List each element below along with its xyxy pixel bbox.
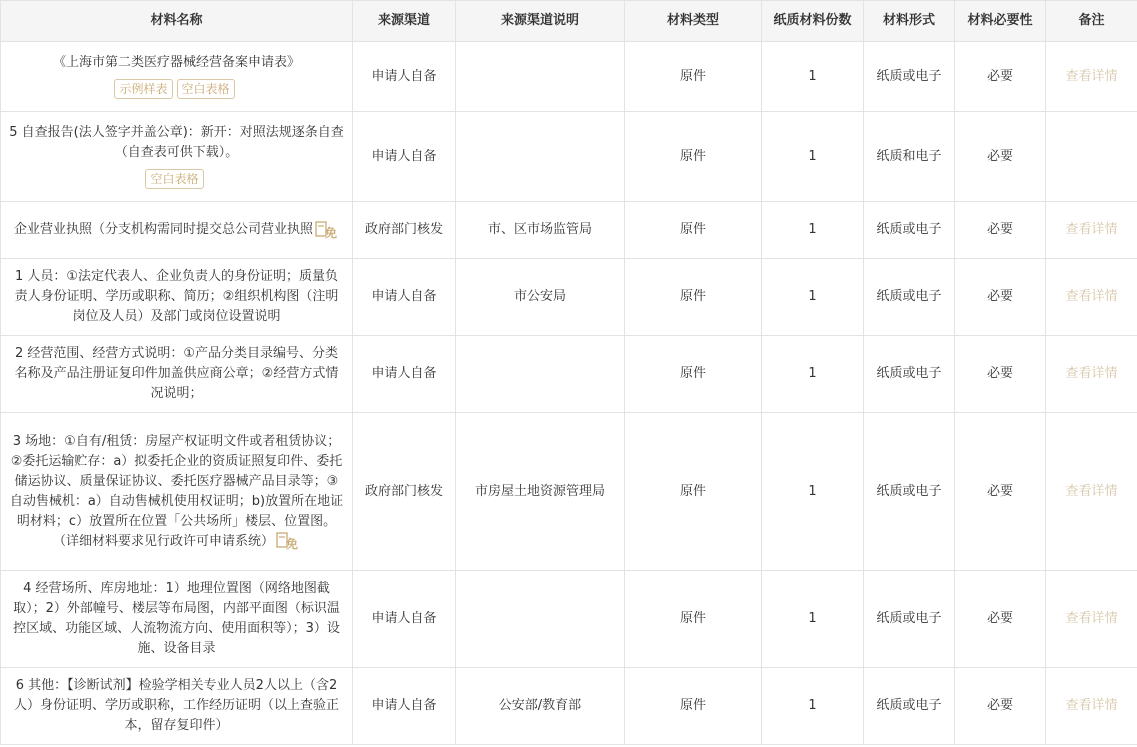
source-desc-cell: 公安部/教育部 (456, 668, 625, 745)
header-material-name: 材料名称 (1, 1, 353, 42)
free-icon-label: 免 (286, 537, 299, 550)
template-buttons (9, 169, 344, 190)
type-cell: 原件 (625, 42, 762, 112)
header-paper-copies: 纸质材料份数 (762, 1, 864, 42)
certificate-free-icon (315, 221, 339, 239)
note-cell (1046, 202, 1137, 259)
form-cell: 纸质或电子 (864, 42, 955, 112)
source-desc-cell (456, 336, 625, 413)
source-desc-cell: 市公安局 (456, 259, 625, 336)
type-cell: 原件 (625, 336, 762, 413)
copies-cell: 1 (762, 42, 864, 112)
header-material-type: 材料类型 (625, 1, 762, 42)
copies-cell: 1 (762, 336, 864, 413)
view-details-link[interactable]: 查看详情 (1065, 68, 1118, 84)
form-cell: 纸质或电子 (864, 413, 955, 571)
material-name-cell (1, 42, 353, 112)
table-row (1, 42, 1137, 112)
type-cell: 原件 (625, 112, 762, 202)
view-details-link[interactable]: 查看详情 (1065, 222, 1118, 237)
blank-form-button[interactable]: 空白表格 (177, 79, 235, 99)
copies-cell: 1 (762, 413, 864, 571)
note-cell (1046, 259, 1137, 336)
material-name: 企业营业执照（分支机构需同时提交总公司营业执照 (13, 222, 313, 237)
form-cell: 纸质或电子 (864, 259, 955, 336)
header-source: 来源渠道 (353, 1, 456, 42)
form-cell: 纸质或电子 (864, 668, 955, 745)
type-cell: 原件 (625, 259, 762, 336)
source-desc-cell (456, 42, 625, 112)
necessity-cell: 必要 (955, 112, 1046, 202)
source-desc-cell: 市房屋土地资源管理局 (456, 413, 625, 571)
note-cell (1046, 668, 1137, 745)
material-name: 1 人员：①法定代表人、企业负责人的身份证明；质量负责人身份证明、学历或职称、简历；②组织机构图（注明岗位及人员）及部门或岗位设置说明 (14, 269, 339, 324)
table-row (1, 336, 1137, 413)
material-name-cell (1, 571, 353, 668)
note-cell (1046, 336, 1137, 413)
view-details-link[interactable]: 查看详情 (1065, 483, 1118, 499)
necessity-cell: 必要 (955, 336, 1046, 413)
view-details-link[interactable]: 查看详情 (1065, 698, 1118, 713)
copies-cell: 1 (762, 668, 864, 745)
material-name-cell (1, 259, 353, 336)
material-name: 2 经营范围、经营方式说明：①产品分类目录编号、分类名称及产品注册证复印件加盖供应商公章；②经营方式情况说明； (14, 346, 339, 401)
type-cell: 原件 (625, 571, 762, 668)
material-name-cell (1, 668, 353, 745)
material-name: 4 经营场所、库房地址：1）地理位置图（网络地图截取）；2）外部幢号、楼层等布局图，内部平面图（标识温控区域、功能区域、人流物流方向、使用面积等）；3）设施、设备目录 (13, 581, 340, 656)
material-name-cell (1, 112, 353, 202)
material-name-cell (1, 413, 353, 571)
material-name: 3 场地：①自有/租赁：房屋产权证明文件或者租赁协议；②委托运输贮存：a）拟委托企业的资质证照复印件、委托储运协议、质量保证协议、委托医疗器械产品目录等；③自动售械机：a）自动售械机使用权证明；b)放置所在地证明材料；c）放置所在位置「公共场所」楼层、位置图。（详细材料要求见行政许可申请系统） (9, 433, 344, 549)
blank-form-button[interactable]: 空白表格 (145, 169, 203, 189)
material-name-cell (1, 336, 353, 413)
table-row (1, 668, 1137, 745)
table-row (1, 413, 1137, 571)
material-name: 《上海市第二类医疗器械经营备案申请表》 (52, 55, 300, 70)
note-cell (1046, 42, 1137, 112)
template-buttons (9, 79, 344, 100)
necessity-cell: 必要 (955, 668, 1046, 745)
material-name-cell (1, 202, 353, 259)
view-details-link[interactable]: 查看详情 (1065, 366, 1118, 381)
copies-cell: 1 (762, 259, 864, 336)
form-cell: 纸质或电子 (864, 571, 955, 668)
table-row (1, 112, 1137, 202)
header-note: 备注 (1046, 1, 1137, 42)
form-cell: 纸质或电子 (864, 336, 955, 413)
copies-cell: 1 (762, 571, 864, 668)
table-row (1, 259, 1137, 336)
necessity-cell: 必要 (955, 42, 1046, 112)
source-cell: 申请人自备 (353, 112, 456, 202)
note-cell (1046, 413, 1137, 571)
form-cell: 纸质或电子 (864, 202, 955, 259)
type-cell: 原件 (625, 668, 762, 745)
sample-form-button[interactable]: 示例样表 (114, 79, 172, 99)
source-cell: 申请人自备 (353, 336, 456, 413)
source-cell: 申请人自备 (353, 668, 456, 745)
source-cell: 申请人自备 (353, 42, 456, 112)
necessity-cell: 必要 (955, 413, 1046, 571)
view-details-link[interactable]: 查看详情 (1065, 289, 1118, 304)
copies-cell: 1 (762, 202, 864, 259)
source-desc-cell: 市、区市场监管局 (456, 202, 625, 259)
view-details-link[interactable]: 查看详情 (1065, 611, 1118, 626)
source-cell: 申请人自备 (353, 571, 456, 668)
header-necessity: 材料必要性 (955, 1, 1046, 42)
table-header-row (1, 1, 1137, 42)
header-material-form: 材料形式 (864, 1, 955, 42)
source-desc-cell (456, 112, 625, 202)
table-row (1, 202, 1137, 259)
header-source-desc: 来源渠道说明 (456, 1, 625, 42)
necessity-cell: 必要 (955, 571, 1046, 668)
source-cell: 申请人自备 (353, 259, 456, 336)
note-cell (1046, 571, 1137, 668)
necessity-cell: 必要 (955, 202, 1046, 259)
necessity-cell: 必要 (955, 259, 1046, 336)
table-row (1, 571, 1137, 668)
note-cell (1046, 112, 1137, 202)
free-icon-label: 免 (325, 225, 338, 239)
material-name: 6 其他：【诊断试剂】检验学相关专业人员2人以上（含2人）身份证明、学历或职称，工作经历证明（以上查验正本，留存复印件） (13, 678, 339, 733)
type-cell: 原件 (625, 202, 762, 259)
source-desc-cell (456, 571, 625, 668)
source-cell: 政府部门核发 (353, 413, 456, 571)
type-cell: 原件 (625, 413, 762, 571)
form-cell: 纸质和电子 (864, 112, 955, 202)
certificate-free-icon (276, 532, 300, 550)
source-cell: 政府部门核发 (353, 202, 456, 259)
material-name: 5 自查报告(法人签字并盖公章)：新开：对照法规逐条自查（自查表可供下载）。 (9, 125, 344, 160)
copies-cell: 1 (762, 112, 864, 202)
